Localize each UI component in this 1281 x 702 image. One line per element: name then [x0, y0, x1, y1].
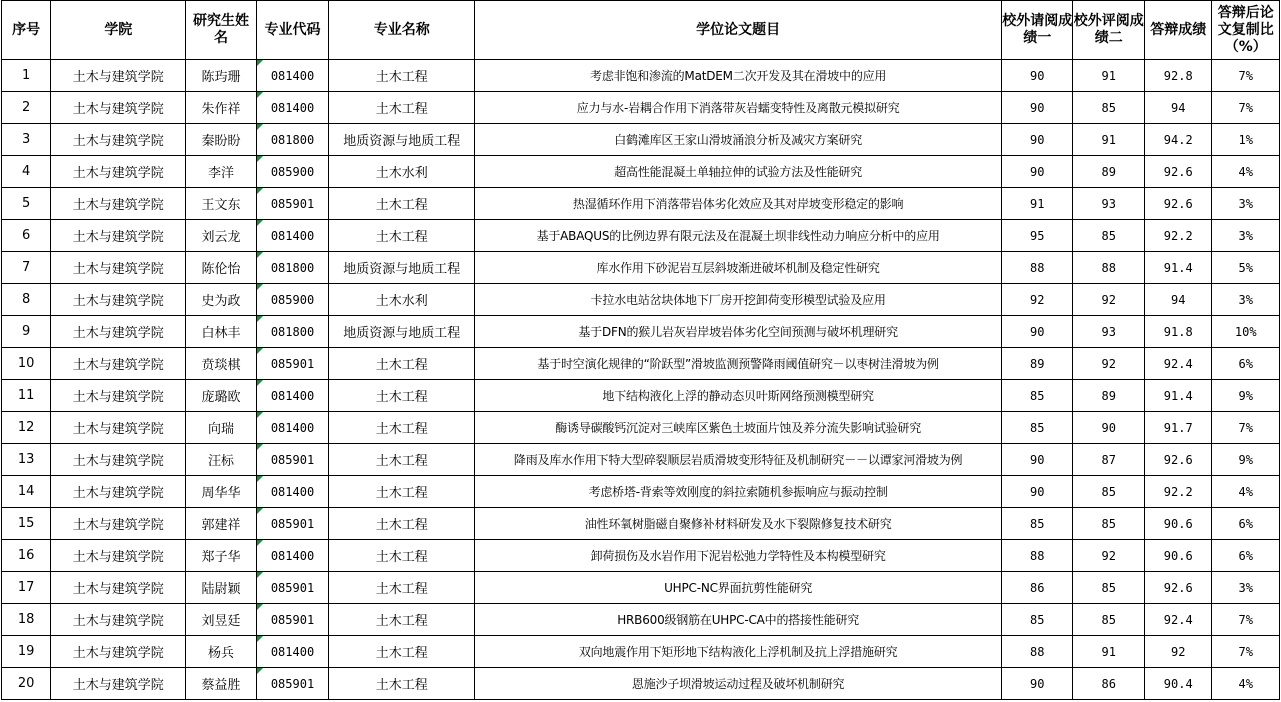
cell-seq[interactable]: 3	[2, 124, 51, 156]
cell-defense-score[interactable]: 92.6	[1144, 444, 1211, 476]
cell-review-2[interactable]: 92	[1073, 348, 1145, 380]
cell-seq[interactable]: 12	[2, 412, 51, 444]
cell-major-code[interactable]: 081400	[256, 220, 329, 252]
cell-review-1[interactable]: 88	[1001, 636, 1073, 668]
cell-similarity[interactable]: 7%	[1212, 92, 1280, 124]
cell-review-1[interactable]: 85	[1001, 508, 1073, 540]
cell-similarity[interactable]: 4%	[1212, 476, 1280, 508]
cell-seq[interactable]: 8	[2, 284, 51, 316]
cell-college[interactable]: 土木与建筑学院	[51, 444, 186, 476]
cell-review-1[interactable]: 88	[1001, 540, 1073, 572]
cell-defense-score[interactable]: 91.4	[1144, 380, 1211, 412]
table-row	[2, 92, 1280, 124]
cell-review-2[interactable]: 92	[1073, 284, 1145, 316]
cell-similarity[interactable]: 5%	[1212, 252, 1280, 284]
cell-seq[interactable]: 19	[2, 636, 51, 668]
col-header-defense[interactable]: 答辩成绩	[1144, 1, 1211, 60]
cell-review-1[interactable]: 90	[1001, 156, 1073, 188]
cell-similarity[interactable]: 6%	[1212, 540, 1280, 572]
cell-major-code[interactable]: 081400	[256, 412, 329, 444]
cell-similarity[interactable]: 1%	[1212, 124, 1280, 156]
cell-review-2[interactable]: 89	[1073, 380, 1145, 412]
cell-defense-score[interactable]: 92.6	[1144, 156, 1211, 188]
table-row	[2, 412, 1280, 444]
cell-review-1[interactable]: 95	[1001, 220, 1073, 252]
cell-review-2[interactable]: 86	[1073, 668, 1145, 700]
cell-thesis-title[interactable]: 基于DFN的猴儿岩灰岩岸坡岩体劣化空间预测与破坏机理研究	[475, 316, 1002, 348]
cell-defense-score[interactable]: 91.7	[1144, 412, 1211, 444]
cell-college[interactable]: 土木与建筑学院	[51, 124, 186, 156]
cell-seq[interactable]: 13	[2, 444, 51, 476]
cell-student-name[interactable]: 蔡益胜	[186, 668, 256, 700]
cell-college[interactable]: 土木与建筑学院	[51, 316, 186, 348]
cell-defense-score[interactable]: 92.6	[1144, 188, 1211, 220]
cell-thesis-title[interactable]: 超高性能混凝土单轴拉伸的试验方法及性能研究	[475, 156, 1002, 188]
cell-student-name[interactable]: 周华华	[186, 476, 256, 508]
cell-review-2[interactable]: 91	[1073, 60, 1145, 92]
cell-major-name[interactable]: 土木工程	[329, 60, 475, 92]
cell-similarity[interactable]: 9%	[1212, 380, 1280, 412]
cell-review-2[interactable]: 89	[1073, 156, 1145, 188]
cell-similarity[interactable]: 7%	[1212, 412, 1280, 444]
cell-college[interactable]: 土木与建筑学院	[51, 412, 186, 444]
cell-defense-score[interactable]: 90.6	[1144, 540, 1211, 572]
cell-thesis-title[interactable]: 酶诱导碳酸钙沉淀对三峡库区紫色土坡面片蚀及养分流失影响试验研究	[475, 412, 1002, 444]
cell-seq[interactable]: 5	[2, 188, 51, 220]
cell-major-name[interactable]: 土木工程	[329, 604, 475, 636]
cell-student-name[interactable]: 陆尉颖	[186, 572, 256, 604]
table-row	[2, 572, 1280, 604]
cell-major-name[interactable]: 土木工程	[329, 188, 475, 220]
cell-defense-score[interactable]: 92.6	[1144, 572, 1211, 604]
cell-review-1[interactable]: 90	[1001, 444, 1073, 476]
cell-seq[interactable]: 14	[2, 476, 51, 508]
table-row	[2, 668, 1280, 700]
cell-review-2[interactable]: 88	[1073, 252, 1145, 284]
cell-major-name[interactable]: 土木工程	[329, 636, 475, 668]
cell-defense-score[interactable]: 91.8	[1144, 316, 1211, 348]
cell-seq[interactable]: 4	[2, 156, 51, 188]
cell-thesis-title[interactable]: 卡拉水电站岔块体地下厂房开挖卸荷变形模型试验及应用	[475, 284, 1002, 316]
cell-review-2[interactable]: 90	[1073, 412, 1145, 444]
cell-review-2[interactable]: 91	[1073, 636, 1145, 668]
cell-review-1[interactable]: 90	[1001, 316, 1073, 348]
cell-defense-score[interactable]: 92.8	[1144, 60, 1211, 92]
col-header-student[interactable]: 研究生姓名	[186, 1, 256, 60]
cell-seq[interactable]: 10	[2, 348, 51, 380]
cell-major-code[interactable]: 085901	[256, 668, 329, 700]
cell-college[interactable]: 土木与建筑学院	[51, 668, 186, 700]
cell-review-2[interactable]: 85	[1073, 604, 1145, 636]
cell-review-1[interactable]: 85	[1001, 380, 1073, 412]
cell-seq[interactable]: 16	[2, 540, 51, 572]
table-row	[2, 380, 1280, 412]
cell-college[interactable]: 土木与建筑学院	[51, 508, 186, 540]
cell-student-name[interactable]: 秦盼盼	[186, 124, 256, 156]
cell-thesis-title[interactable]: 油性环氧树脂磁自聚修补材料研发及水下裂隙修复技术研究	[475, 508, 1002, 540]
cell-college[interactable]: 土木与建筑学院	[51, 252, 186, 284]
cell-major-name[interactable]: 土木工程	[329, 572, 475, 604]
cell-major-code[interactable]: 085901	[256, 604, 329, 636]
cell-major-code[interactable]: 085900	[256, 156, 329, 188]
cell-student-name[interactable]: 刘昱廷	[186, 604, 256, 636]
col-header-college[interactable]: 学院	[51, 1, 186, 60]
cell-student-name[interactable]: 庞璐欧	[186, 380, 256, 412]
cell-review-2[interactable]: 92	[1073, 540, 1145, 572]
table-row	[2, 60, 1280, 92]
col-header-review-2[interactable]: 校外评阅成绩二	[1073, 1, 1145, 60]
cell-student-name[interactable]: 刘云龙	[186, 220, 256, 252]
table-row	[2, 188, 1280, 220]
cell-seq[interactable]: 2	[2, 92, 51, 124]
cell-major-code[interactable]: 085901	[256, 572, 329, 604]
cell-major-name[interactable]: 地质资源与地质工程	[329, 124, 475, 156]
cell-major-name[interactable]: 土木工程	[329, 508, 475, 540]
table-row	[2, 284, 1280, 316]
col-header-similarity[interactable]: 答辩后论文复制比（%）	[1212, 1, 1280, 60]
cell-similarity[interactable]: 7%	[1212, 60, 1280, 92]
cell-major-code[interactable]: 085900	[256, 284, 329, 316]
cell-review-2[interactable]: 93	[1073, 316, 1145, 348]
cell-defense-score[interactable]: 91.4	[1144, 252, 1211, 284]
cell-similarity[interactable]: 3%	[1212, 188, 1280, 220]
cell-major-name[interactable]: 土木工程	[329, 92, 475, 124]
cell-similarity[interactable]: 9%	[1212, 444, 1280, 476]
table-row	[2, 348, 1280, 380]
table-row	[2, 540, 1280, 572]
table-row	[2, 636, 1280, 668]
cell-seq[interactable]: 9	[2, 316, 51, 348]
table-row	[2, 156, 1280, 188]
cell-defense-score[interactable]: 90.6	[1144, 508, 1211, 540]
cell-seq[interactable]: 17	[2, 572, 51, 604]
cell-major-code[interactable]: 085901	[256, 508, 329, 540]
cell-student-name[interactable]: 向瑞	[186, 412, 256, 444]
cell-review-2[interactable]: 85	[1073, 220, 1145, 252]
cell-review-1[interactable]: 90	[1001, 476, 1073, 508]
cell-seq[interactable]: 15	[2, 508, 51, 540]
cell-major-code[interactable]: 085901	[256, 188, 329, 220]
cell-college[interactable]: 土木与建筑学院	[51, 188, 186, 220]
col-header-review-1[interactable]: 校外请阅成绩一	[1001, 1, 1073, 60]
cell-major-code[interactable]: 081800	[256, 316, 329, 348]
cell-review-1[interactable]: 85	[1001, 604, 1073, 636]
table-row	[2, 476, 1280, 508]
cell-defense-score[interactable]: 92.2	[1144, 220, 1211, 252]
cell-college[interactable]: 土木与建筑学院	[51, 60, 186, 92]
col-header-thesis-title[interactable]: 学位论文题目	[475, 1, 1002, 60]
cell-review-1[interactable]: 90	[1001, 124, 1073, 156]
cell-major-name[interactable]: 土木工程	[329, 540, 475, 572]
table-row	[2, 124, 1280, 156]
cell-thesis-title[interactable]: 考虑非饱和渗流的MatDEM二次开发及其在滑坡中的应用	[475, 60, 1002, 92]
cell-defense-score[interactable]: 92.4	[1144, 348, 1211, 380]
cell-similarity[interactable]: 4%	[1212, 156, 1280, 188]
cell-thesis-title[interactable]: 降雨及库水作用下特大型碎裂顺层岩质滑坡变形特征及机制研究－－以谭家河滑坡为例	[475, 444, 1002, 476]
cell-similarity[interactable]: 10%	[1212, 316, 1280, 348]
cell-review-1[interactable]: 92	[1001, 284, 1073, 316]
cell-college[interactable]: 土木与建筑学院	[51, 284, 186, 316]
cell-major-name[interactable]: 土木工程	[329, 220, 475, 252]
cell-student-name[interactable]: 陈伦怡	[186, 252, 256, 284]
cell-similarity[interactable]: 6%	[1212, 348, 1280, 380]
table-row	[2, 444, 1280, 476]
cell-defense-score[interactable]: 92	[1144, 636, 1211, 668]
cell-student-name[interactable]: 王文东	[186, 188, 256, 220]
cell-student-name[interactable]: 杨兵	[186, 636, 256, 668]
cell-thesis-title[interactable]: 地下结构液化上浮的静动态贝叶斯网络预测模型研究	[475, 380, 1002, 412]
cell-major-code[interactable]: 081400	[256, 92, 329, 124]
cell-major-name[interactable]: 土木工程	[329, 444, 475, 476]
cell-review-2[interactable]: 93	[1073, 188, 1145, 220]
cell-review-1[interactable]: 89	[1001, 348, 1073, 380]
table-row	[2, 316, 1280, 348]
cell-seq[interactable]: 1	[2, 60, 51, 92]
cell-major-name[interactable]: 土木水利	[329, 284, 475, 316]
cell-major-code[interactable]: 081800	[256, 252, 329, 284]
cell-similarity[interactable]: 3%	[1212, 284, 1280, 316]
cell-major-name[interactable]: 土木工程	[329, 348, 475, 380]
cell-major-code[interactable]: 081400	[256, 380, 329, 412]
cell-student-name[interactable]: 汪标	[186, 444, 256, 476]
cell-review-1[interactable]: 86	[1001, 572, 1073, 604]
cell-review-2[interactable]: 85	[1073, 92, 1145, 124]
cell-seq[interactable]: 18	[2, 604, 51, 636]
cell-college[interactable]: 土木与建筑学院	[51, 380, 186, 412]
cell-defense-score[interactable]: 92.4	[1144, 604, 1211, 636]
cell-major-name[interactable]: 土木水利	[329, 156, 475, 188]
cell-defense-score[interactable]: 90.4	[1144, 668, 1211, 700]
cell-college[interactable]: 土木与建筑学院	[51, 572, 186, 604]
cell-major-code[interactable]: 081400	[256, 636, 329, 668]
cell-review-2[interactable]: 85	[1073, 476, 1145, 508]
cell-major-code[interactable]: 081400	[256, 60, 329, 92]
cell-thesis-title[interactable]: 白鹤滩库区王家山滑坡涌浪分析及减灾方案研究	[475, 124, 1002, 156]
cell-student-name[interactable]: 白林丰	[186, 316, 256, 348]
cell-thesis-title[interactable]: 库水作用下砂泥岩互层斜坡渐进破坏机制及稳定性研究	[475, 252, 1002, 284]
cell-college[interactable]: 土木与建筑学院	[51, 220, 186, 252]
cell-thesis-title[interactable]: UHPC-NC界面抗剪性能研究	[475, 572, 1002, 604]
table-row	[2, 508, 1280, 540]
cell-review-1[interactable]: 85	[1001, 412, 1073, 444]
cell-similarity[interactable]: 7%	[1212, 636, 1280, 668]
col-header-seq[interactable]: 序号	[2, 1, 51, 60]
cell-major-code[interactable]: 085901	[256, 348, 329, 380]
cell-student-name[interactable]: 史为政	[186, 284, 256, 316]
cell-thesis-title[interactable]: 双向地震作用下矩形地下结构液化上浮机制及抗上浮措施研究	[475, 636, 1002, 668]
cell-similarity[interactable]: 3%	[1212, 572, 1280, 604]
cell-review-2[interactable]: 91	[1073, 124, 1145, 156]
col-header-major-code[interactable]: 专业代码	[256, 1, 329, 60]
cell-thesis-title[interactable]: HRB600级钢筋在UHPC-CA中的搭接性能研究	[475, 604, 1002, 636]
cell-student-name[interactable]: 李洋	[186, 156, 256, 188]
cell-major-code[interactable]: 081800	[256, 124, 329, 156]
cell-review-2[interactable]: 85	[1073, 508, 1145, 540]
cell-major-name[interactable]: 地质资源与地质工程	[329, 252, 475, 284]
cell-defense-score[interactable]: 94	[1144, 284, 1211, 316]
table-row	[2, 220, 1280, 252]
cell-student-name[interactable]: 朱作祥	[186, 92, 256, 124]
cell-student-name[interactable]: 陈玙珊	[186, 60, 256, 92]
cell-defense-score[interactable]: 92.2	[1144, 476, 1211, 508]
cell-major-name[interactable]: 土木工程	[329, 668, 475, 700]
header-row	[2, 1, 1280, 60]
cell-review-1[interactable]: 91	[1001, 188, 1073, 220]
cell-similarity[interactable]: 4%	[1212, 668, 1280, 700]
cell-thesis-title[interactable]: 热湿循环作用下消落带岩体劣化效应及其对岸坡变形稳定的影响	[475, 188, 1002, 220]
cell-review-1[interactable]: 88	[1001, 252, 1073, 284]
cell-thesis-title[interactable]: 基于时空演化规律的“阶跃型”滑坡监测预警降雨阈值研究－以枣树洼滑坡为例	[475, 348, 1002, 380]
cell-seq[interactable]: 11	[2, 380, 51, 412]
cell-major-code[interactable]: 081400	[256, 540, 329, 572]
cell-review-1[interactable]: 90	[1001, 60, 1073, 92]
cell-college[interactable]: 土木与建筑学院	[51, 92, 186, 124]
cell-college[interactable]: 土木与建筑学院	[51, 604, 186, 636]
cell-thesis-title[interactable]: 卸荷损伤及水岩作用下泥岩松弛力学特性及本构模型研究	[475, 540, 1002, 572]
cell-college[interactable]: 土木与建筑学院	[51, 156, 186, 188]
cell-thesis-title[interactable]: 考虑桥塔-背索等效刚度的斜拉索随机参振响应与振动控制	[475, 476, 1002, 508]
cell-review-2[interactable]: 87	[1073, 444, 1145, 476]
cell-seq[interactable]: 6	[2, 220, 51, 252]
cell-thesis-title[interactable]: 基于ABAQUS的比例边界有限元法及在混凝土坝非线性动力响应分析中的应用	[475, 220, 1002, 252]
cell-similarity[interactable]: 7%	[1212, 604, 1280, 636]
cell-thesis-title[interactable]: 应力与水-岩耦合作用下消落带灰岩蠕变特性及离散元模拟研究	[475, 92, 1002, 124]
cell-college[interactable]: 土木与建筑学院	[51, 540, 186, 572]
cell-review-1[interactable]: 90	[1001, 92, 1073, 124]
thesis-table	[1, 0, 1280, 700]
cell-major-name[interactable]: 地质资源与地质工程	[329, 316, 475, 348]
table-body	[2, 60, 1280, 700]
cell-college[interactable]: 土木与建筑学院	[51, 636, 186, 668]
cell-major-name[interactable]: 土木工程	[329, 380, 475, 412]
cell-defense-score[interactable]: 94	[1144, 92, 1211, 124]
cell-thesis-title[interactable]: 恩施沙子坝滑坡运动过程及破坏机制研究	[475, 668, 1002, 700]
cell-defense-score[interactable]: 94.2	[1144, 124, 1211, 156]
cell-similarity[interactable]: 3%	[1212, 220, 1280, 252]
cell-seq[interactable]: 20	[2, 668, 51, 700]
cell-student-name[interactable]: 贲琰棋	[186, 348, 256, 380]
cell-review-2[interactable]: 85	[1073, 572, 1145, 604]
cell-student-name[interactable]: 郑子华	[186, 540, 256, 572]
cell-major-name[interactable]: 土木工程	[329, 412, 475, 444]
col-header-major-name[interactable]: 专业名称	[329, 1, 475, 60]
table-row	[2, 252, 1280, 284]
cell-college[interactable]: 土木与建筑学院	[51, 476, 186, 508]
cell-major-name[interactable]: 土木工程	[329, 476, 475, 508]
cell-major-code[interactable]: 081400	[256, 476, 329, 508]
cell-seq[interactable]: 7	[2, 252, 51, 284]
cell-student-name[interactable]: 郭建祥	[186, 508, 256, 540]
cell-major-code[interactable]: 085901	[256, 444, 329, 476]
table-row	[2, 604, 1280, 636]
cell-college[interactable]: 土木与建筑学院	[51, 348, 186, 380]
cell-similarity[interactable]: 6%	[1212, 508, 1280, 540]
cell-review-1[interactable]: 90	[1001, 668, 1073, 700]
